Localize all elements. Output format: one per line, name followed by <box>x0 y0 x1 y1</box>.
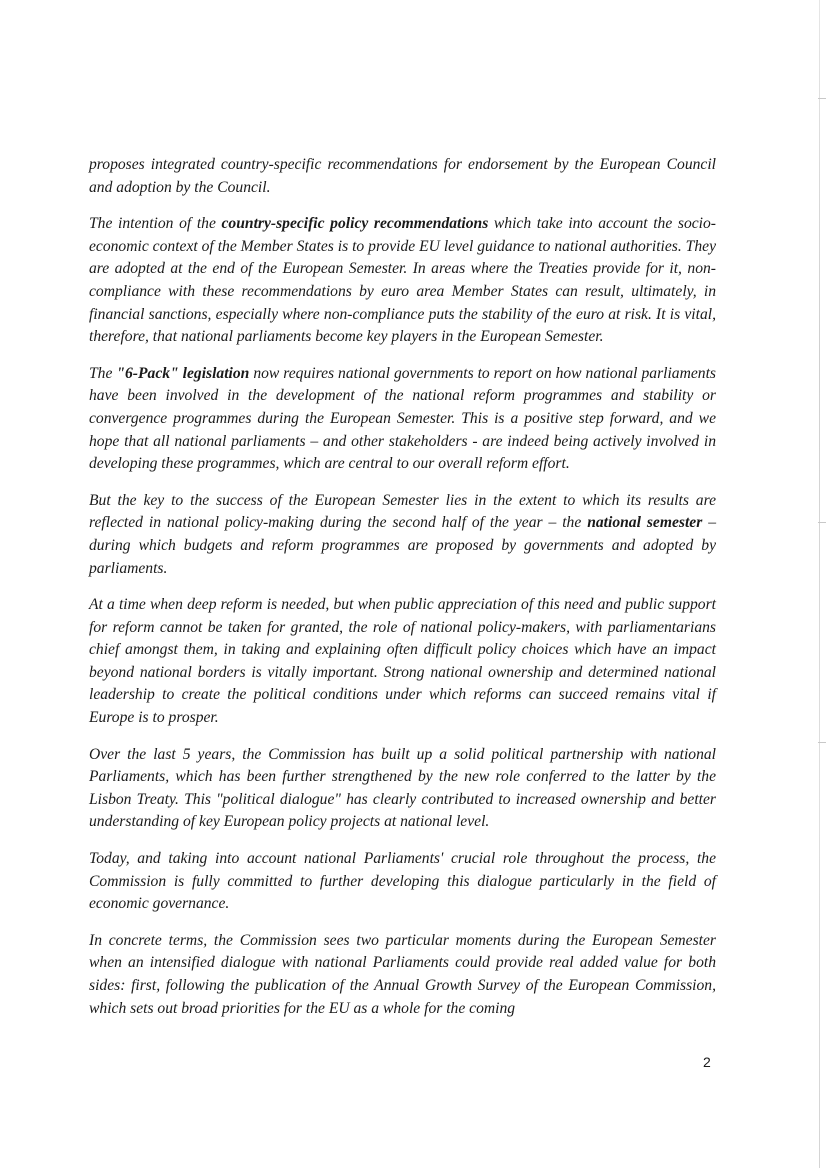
body-text <box>89 154 716 1034</box>
paragraph <box>89 213 716 349</box>
text-run: At a time when deep reform is needed, but when public appreciation of this need and public support for reform cannot be taken for granted, the role of national policy-makers, with parliamentarians chief amongst them, in taking and explaining often difficult policy choices which have an impact beyond national borders is vitally important. Strong national ownership and determined national leadership to create the political conditions under which reforms can succeed remains vital if Europe is to prosper. <box>89 596 716 727</box>
paragraph <box>89 930 716 1020</box>
edge-mark <box>818 522 826 523</box>
page-edge-shadow <box>819 0 820 1168</box>
paragraph <box>89 848 716 916</box>
text-run: proposes integrated country-specific recommendations for endorsement by the European Council and adoption by the Council. <box>89 156 716 196</box>
page-number: 2 <box>703 1054 711 1070</box>
text-run: In concrete terms, the Commission sees two particular moments during the European Semester when an intensified dialogue with national Parliaments could provide real added value for both sides: first, following the publication of the Annual Growth Survey of the European Commission, which sets out broad priorities for the EU as a whole for the coming <box>89 931 716 1017</box>
edge-mark <box>818 742 826 743</box>
bold-term: "6-Pack" legislation <box>116 364 250 382</box>
edge-mark <box>818 98 826 99</box>
text-run: Today, and taking into account national Parliaments' crucial role throughout the process, the Commission is fully committed to further developing this dialogue particularly in the field of economic governance. <box>89 850 716 913</box>
text-run: But the key to the success of the European Semester lies in the extent to which its results are reflected in national policy-making during the second half of the year – the <box>89 491 716 532</box>
text-run: which take into account the socio-economic context of the Member States is to provide EU level guidance to national authorities. They are adopted at the end of the European Semester. In areas where the Treaties provide for it, non-compliance with these recommendations by euro area Member States can result, ultimately, in financial sanctions, especially where non-compliance puts the stability of the euro at risk. It is vital, therefore, that national parliaments become key players in the European Semester. <box>89 215 716 346</box>
paragraph <box>89 154 716 199</box>
bold-term: national semester <box>587 514 703 532</box>
text-run: now requires national governments to report on how national parliaments have been involved in the development of the national reform programmes and stability or convergence programmes during the European Semester. This is a positive step forward, and we hope that all national parliaments – and other stakeholders - are indeed being actively involved in developing these programmes, which are central to our overall reform effort. <box>89 364 716 473</box>
paragraph <box>89 594 716 730</box>
text-run: Over the last 5 years, the Commission has built up a solid political partnership with national Parliaments, which has been further strengthened by the new role conferred to the latter by the Lisbon Treaty. This "political dialogue" has clearly contributed to increased ownership and better understanding of key European policy projects at national level. <box>89 745 716 831</box>
paragraph <box>89 363 716 476</box>
text-run: The <box>89 364 117 382</box>
text-run: The intention of the <box>89 215 222 233</box>
text-run: – during which budgets and reform programmes are proposed by governments and adopted by parliaments. <box>89 514 716 577</box>
paragraph <box>89 744 716 834</box>
paragraph <box>89 490 716 580</box>
bold-term: country-specific policy recommendations <box>221 215 489 233</box>
